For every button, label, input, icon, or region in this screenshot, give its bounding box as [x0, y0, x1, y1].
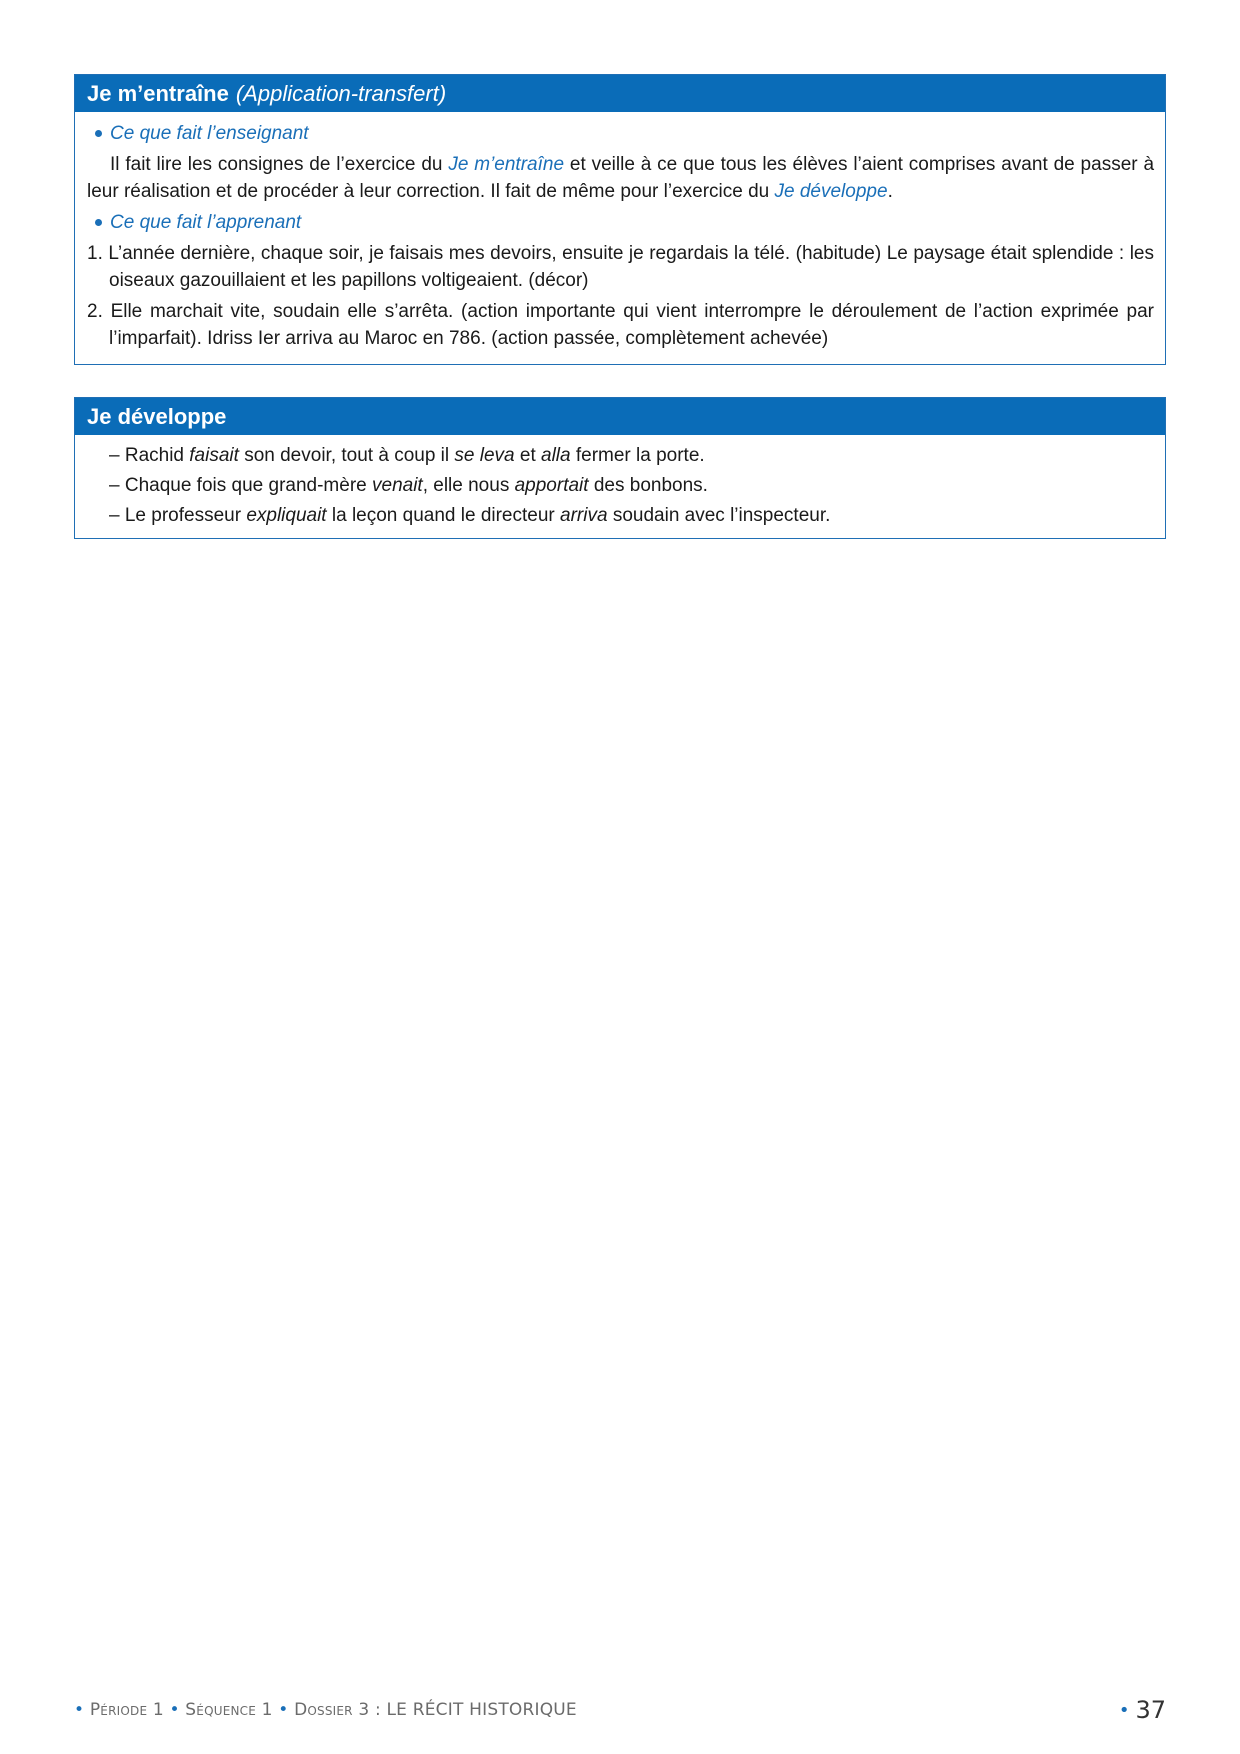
footer-breadcrumb: [74, 1700, 577, 1720]
teacher-paragraph: [87, 151, 1154, 205]
footer-sequence: Séquence 1: [185, 1700, 273, 1720]
text-span: son devoir, tout à coup il: [238, 445, 455, 466]
verb: se leva: [454, 445, 515, 466]
learner-heading: [95, 209, 1154, 236]
teacher-label: Ce que fait l’enseignant: [110, 123, 309, 144]
verb: alla: [541, 445, 571, 466]
footer-subject: : LE RÉCIT HISTORIQUE: [374, 1700, 577, 1720]
sentence-line: [109, 501, 1154, 531]
answer-item-1: 1. L’année dernière, chaque soir, je faisais mes devoirs, ensuite je regardais la télé. (habitude) Le paysage était splendide : les oiseaux gazouillaient et les papillons voltigeaient. (décor): [87, 243, 1154, 291]
developpe-section: [74, 397, 1166, 539]
bullet-icon: [95, 130, 102, 137]
entraine-section: [74, 74, 1166, 365]
verb: faisait: [189, 445, 239, 466]
sentence-line: [109, 471, 1154, 501]
developpe-body: [75, 435, 1165, 538]
entraine-body: [75, 112, 1165, 364]
text-span: – Chaque fois que grand-mère: [109, 475, 372, 496]
teacher-text-2: et veille à ce que tous les élèves l’aient comprises avant de passer à leur réalisation et de procéder à leur correction. Il fait de même pour l’exercice du: [87, 154, 1155, 202]
text-span: des bonbons.: [588, 475, 708, 496]
bullet-icon: •: [169, 1700, 180, 1720]
text-span: , elle nous: [422, 475, 515, 496]
verb: expliquait: [246, 505, 327, 526]
text-span: fermer la porte.: [570, 445, 705, 466]
developpe-title: Je développe: [87, 404, 227, 429]
verb: apportait: [514, 475, 589, 496]
page-number: 37: [1135, 1696, 1166, 1724]
page-number-block: [1119, 1696, 1166, 1724]
text-span: la leçon quand le directeur: [326, 505, 561, 526]
text-span: soudain avec l’inspecteur.: [607, 505, 831, 526]
link-je-mentraine: Je m’entraîne: [448, 154, 565, 175]
bullet-icon: •: [278, 1700, 289, 1720]
bullet-icon: •: [74, 1700, 85, 1720]
entraine-subtitle: (Application-transfert): [235, 81, 447, 106]
entraine-title: Je m’entraîne: [87, 81, 229, 106]
teacher-text-3: .: [887, 181, 893, 202]
verb: venait: [372, 475, 423, 496]
link-je-developpe: Je développe: [774, 181, 888, 202]
answer-item-2: 2. Elle marchait vite, soudain elle s’arrêta. (action importante qui vient interrompre le déroulement de l’action exprimée par l’imparfait). Idriss Ier arriva au Maroc en 786. (action passée, complètement achevée): [87, 301, 1154, 349]
entraine-header: [75, 75, 1165, 112]
footer-periode: Période 1: [89, 1700, 164, 1720]
footer-dossier: Dossier 3: [294, 1700, 370, 1720]
teacher-heading: [95, 120, 1154, 147]
text-span: – Rachid: [109, 445, 190, 466]
text-span: – Le professeur: [109, 505, 247, 526]
teacher-text-1: Il fait lire les consignes de l’exercice du: [110, 154, 449, 175]
bullet-icon: •: [1118, 1699, 1130, 1721]
text-span: et: [514, 445, 541, 466]
learner-label: Ce que fait l’apprenant: [110, 212, 302, 233]
developpe-header: [75, 398, 1165, 435]
bullet-icon: [95, 219, 102, 226]
page-footer: [74, 1695, 1166, 1725]
verb: arriva: [560, 505, 608, 526]
sentence-line: [109, 441, 1154, 471]
